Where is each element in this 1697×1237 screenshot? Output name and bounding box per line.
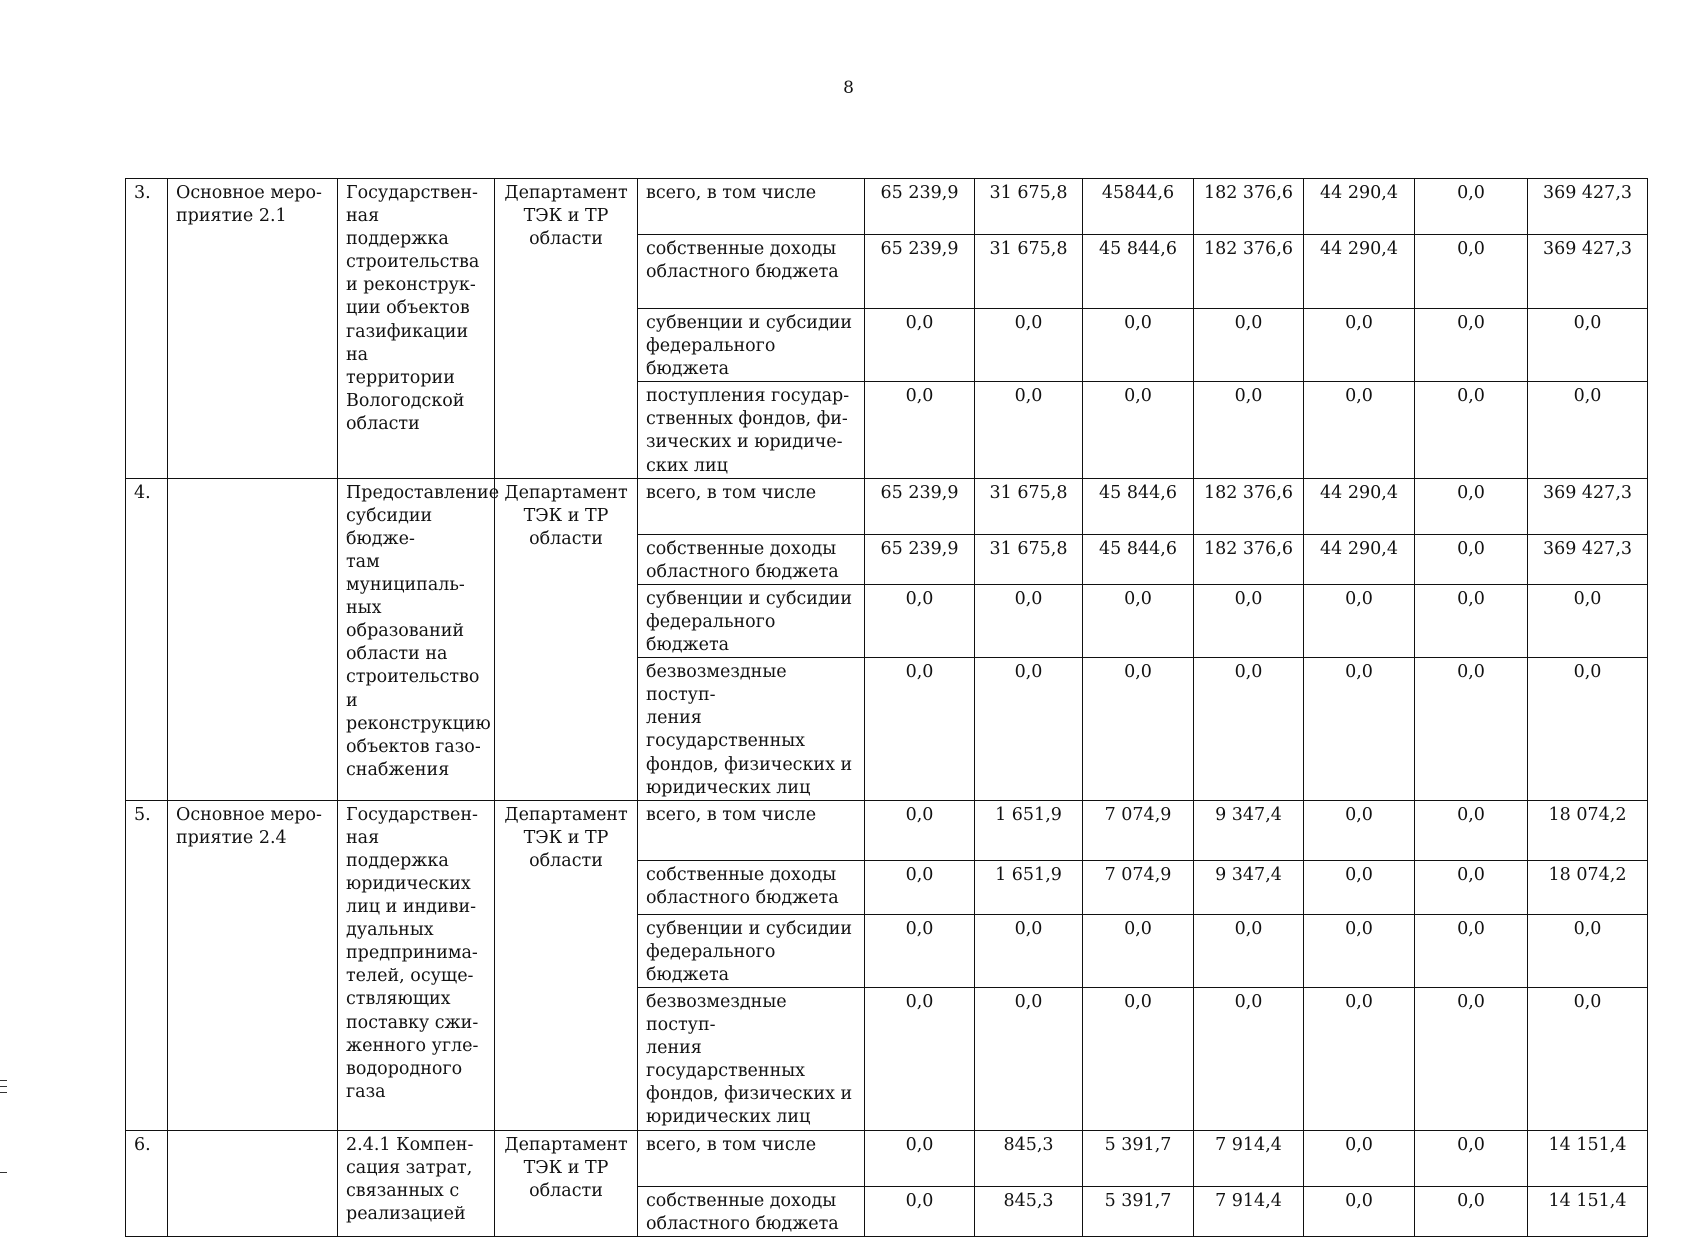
amount-cell: 0,0	[1194, 584, 1304, 657]
amount-cell: 45844,6	[1083, 179, 1194, 235]
amount-cell: 0,0	[865, 1130, 975, 1186]
amount-cell: 0,0	[865, 584, 975, 657]
amount-cell: 0,0	[1304, 987, 1415, 1130]
amount-cell: 369 427,3	[1528, 534, 1648, 584]
amount-cell: 0,0	[1415, 179, 1528, 235]
margin-mark	[0, 1092, 7, 1093]
amount-cell: 0,0	[975, 382, 1083, 478]
amount-cell: 0,0	[1083, 309, 1194, 382]
funding-source: субвенции и субсидии федерального бюджета	[638, 309, 865, 382]
funding-source: всего, в том числе	[638, 800, 865, 860]
amount-cell: 0,0	[1415, 914, 1528, 987]
amount-cell: 0,0	[1415, 534, 1528, 584]
amount-cell: 1 651,9	[975, 800, 1083, 860]
row-number: 5.	[126, 800, 168, 1130]
amount-cell: 0,0	[1415, 987, 1528, 1130]
amount-cell: 369 427,3	[1528, 478, 1648, 534]
amount-cell: 7 914,4	[1194, 1186, 1304, 1236]
amount-cell: 14 151,4	[1528, 1186, 1648, 1236]
row-number: 4.	[126, 478, 168, 800]
amount-cell: 45 844,6	[1083, 534, 1194, 584]
funding-source: всего, в том числе	[638, 478, 865, 534]
amount-cell: 0,0	[975, 309, 1083, 382]
amount-cell: 44 290,4	[1304, 235, 1415, 309]
amount-cell: 9 347,4	[1194, 800, 1304, 860]
amount-cell: 45 844,6	[1083, 235, 1194, 309]
responsible-department: Департамент ТЭК и ТР области	[495, 800, 638, 1130]
margin-mark	[0, 1172, 7, 1173]
amount-cell: 0,0	[1528, 584, 1648, 657]
amount-cell: 0,0	[1528, 382, 1648, 478]
amount-cell: 0,0	[1304, 382, 1415, 478]
amount-cell: 0,0	[1528, 914, 1648, 987]
amount-cell: 45 844,6	[1083, 478, 1194, 534]
amount-cell: 0,0	[865, 309, 975, 382]
amount-cell: 0,0	[1304, 584, 1415, 657]
funding-source: безвозмездные поступ- ления государственных фондов, физических и юридических лиц	[638, 987, 865, 1130]
amount-cell: 1 651,9	[975, 860, 1083, 914]
amount-cell: 0,0	[1415, 478, 1528, 534]
funding-source: собственные доходы областного бюджета	[638, 1186, 865, 1236]
amount-cell: 14 151,4	[1528, 1130, 1648, 1186]
amount-cell: 0,0	[1304, 309, 1415, 382]
amount-cell: 0,0	[975, 658, 1083, 801]
amount-cell: 0,0	[1415, 584, 1528, 657]
row-number: 3.	[126, 179, 168, 479]
amount-cell: 31 675,8	[975, 534, 1083, 584]
amount-cell: 31 675,8	[975, 478, 1083, 534]
amount-cell: 0,0	[1415, 1186, 1528, 1236]
amount-cell: 0,0	[1083, 382, 1194, 478]
amount-cell: 0,0	[1415, 800, 1528, 860]
amount-cell: 0,0	[865, 1186, 975, 1236]
measure-name: Основное меро- приятие 2.4	[168, 800, 338, 1130]
amount-cell: 0,0	[1194, 658, 1304, 801]
funding-source: поступления государ- ственных фондов, фи- зических и юридиче- ских лиц	[638, 382, 865, 478]
amount-cell: 0,0	[1194, 914, 1304, 987]
funding-source: собственные доходы областного бюджета	[638, 860, 865, 914]
funding-source: собственные доходы областного бюджета	[638, 534, 865, 584]
amount-cell: 845,3	[975, 1186, 1083, 1236]
amount-cell: 18 074,2	[1528, 860, 1648, 914]
amount-cell: 0,0	[865, 860, 975, 914]
amount-cell: 0,0	[1415, 309, 1528, 382]
amount-cell: 0,0	[1304, 860, 1415, 914]
amount-cell: 182 376,6	[1194, 179, 1304, 235]
amount-cell: 0,0	[1304, 800, 1415, 860]
amount-cell: 0,0	[1415, 860, 1528, 914]
amount-cell: 0,0	[1304, 1130, 1415, 1186]
amount-cell: 31 675,8	[975, 179, 1083, 235]
amount-cell: 845,3	[975, 1130, 1083, 1186]
amount-cell: 0,0	[1528, 658, 1648, 801]
measure-description: Государствен- ная поддержка юридических лиц и индиви- дуальных предпринима- телей, осуще- ствляющих поставку сжи- женного угле- водородного газа	[338, 800, 495, 1130]
amount-cell: 65 239,9	[865, 179, 975, 235]
amount-cell: 18 074,2	[1528, 800, 1648, 860]
measure-description: Государствен- ная поддержка строительства и реконструк- ции объектов газификации на территории Вологодской области	[338, 179, 495, 479]
funding-source: субвенции и субсидии федерального бюджета	[638, 584, 865, 657]
amount-cell: 0,0	[1083, 987, 1194, 1130]
amount-cell: 7 914,4	[1194, 1130, 1304, 1186]
amount-cell: 0,0	[1304, 914, 1415, 987]
amount-cell: 0,0	[1304, 658, 1415, 801]
measure-description: Предоставление субсидии бюдже- там муниципаль- ных образований области на строительство и реконструкцию объектов газо- снабжения	[338, 478, 495, 800]
table-row	[126, 478, 1648, 534]
funding-source: всего, в том числе	[638, 179, 865, 235]
amount-cell: 0,0	[865, 658, 975, 801]
amount-cell: 65 239,9	[865, 235, 975, 309]
amount-cell: 5 391,7	[1083, 1186, 1194, 1236]
table-row	[126, 800, 1648, 860]
budget-table	[125, 178, 1648, 1237]
measure-name	[168, 478, 338, 800]
amount-cell: 65 239,9	[865, 534, 975, 584]
amount-cell: 44 290,4	[1304, 179, 1415, 235]
measure-name: Основное меро- приятие 2.1	[168, 179, 338, 479]
table-row	[126, 179, 1648, 235]
margin-mark	[0, 1080, 7, 1081]
measure-description: 2.4.1 Компен- сация затрат, связанных с реализацией	[338, 1130, 495, 1236]
amount-cell: 0,0	[975, 987, 1083, 1130]
amount-cell: 5 391,7	[1083, 1130, 1194, 1186]
funding-source: собственные доходы областного бюджета	[638, 235, 865, 309]
amount-cell: 65 239,9	[865, 478, 975, 534]
amount-cell: 0,0	[865, 987, 975, 1130]
amount-cell: 0,0	[865, 382, 975, 478]
margin-mark	[0, 1086, 7, 1087]
amount-cell: 7 074,9	[1083, 800, 1194, 860]
amount-cell: 182 376,6	[1194, 534, 1304, 584]
amount-cell: 0,0	[975, 584, 1083, 657]
amount-cell: 0,0	[1415, 382, 1528, 478]
amount-cell: 182 376,6	[1194, 478, 1304, 534]
amount-cell: 0,0	[1194, 309, 1304, 382]
amount-cell: 0,0	[1415, 1130, 1528, 1186]
funding-source: безвозмездные поступ- ления государственных фондов, физических и юридических лиц	[638, 658, 865, 801]
amount-cell: 0,0	[1083, 584, 1194, 657]
funding-source: субвенции и субсидии федерального бюджета	[638, 914, 865, 987]
amount-cell: 369 427,3	[1528, 235, 1648, 309]
table-row	[126, 1130, 1648, 1186]
measure-name	[168, 1130, 338, 1236]
amount-cell: 0,0	[865, 914, 975, 987]
amount-cell: 0,0	[1083, 914, 1194, 987]
amount-cell: 7 074,9	[1083, 860, 1194, 914]
row-number: 6.	[126, 1130, 168, 1236]
amount-cell: 31 675,8	[975, 235, 1083, 309]
amount-cell: 0,0	[1304, 1186, 1415, 1236]
amount-cell: 0,0	[975, 914, 1083, 987]
responsible-department: Департамент ТЭК и ТР области	[495, 179, 638, 479]
amount-cell: 369 427,3	[1528, 179, 1648, 235]
amount-cell: 0,0	[1194, 987, 1304, 1130]
amount-cell: 9 347,4	[1194, 860, 1304, 914]
amount-cell: 0,0	[1194, 382, 1304, 478]
amount-cell: 182 376,6	[1194, 235, 1304, 309]
amount-cell: 0,0	[1528, 987, 1648, 1130]
responsible-department: Департамент ТЭК и ТР области	[495, 1130, 638, 1236]
amount-cell: 0,0	[1415, 235, 1528, 309]
amount-cell: 0,0	[1083, 658, 1194, 801]
funding-source: всего, в том числе	[638, 1130, 865, 1186]
responsible-department: Департамент ТЭК и ТР области	[495, 478, 638, 800]
amount-cell: 44 290,4	[1304, 478, 1415, 534]
amount-cell: 0,0	[1528, 309, 1648, 382]
amount-cell: 0,0	[865, 800, 975, 860]
amount-cell: 0,0	[1415, 658, 1528, 801]
page-number: 8	[843, 78, 854, 98]
amount-cell: 44 290,4	[1304, 534, 1415, 584]
